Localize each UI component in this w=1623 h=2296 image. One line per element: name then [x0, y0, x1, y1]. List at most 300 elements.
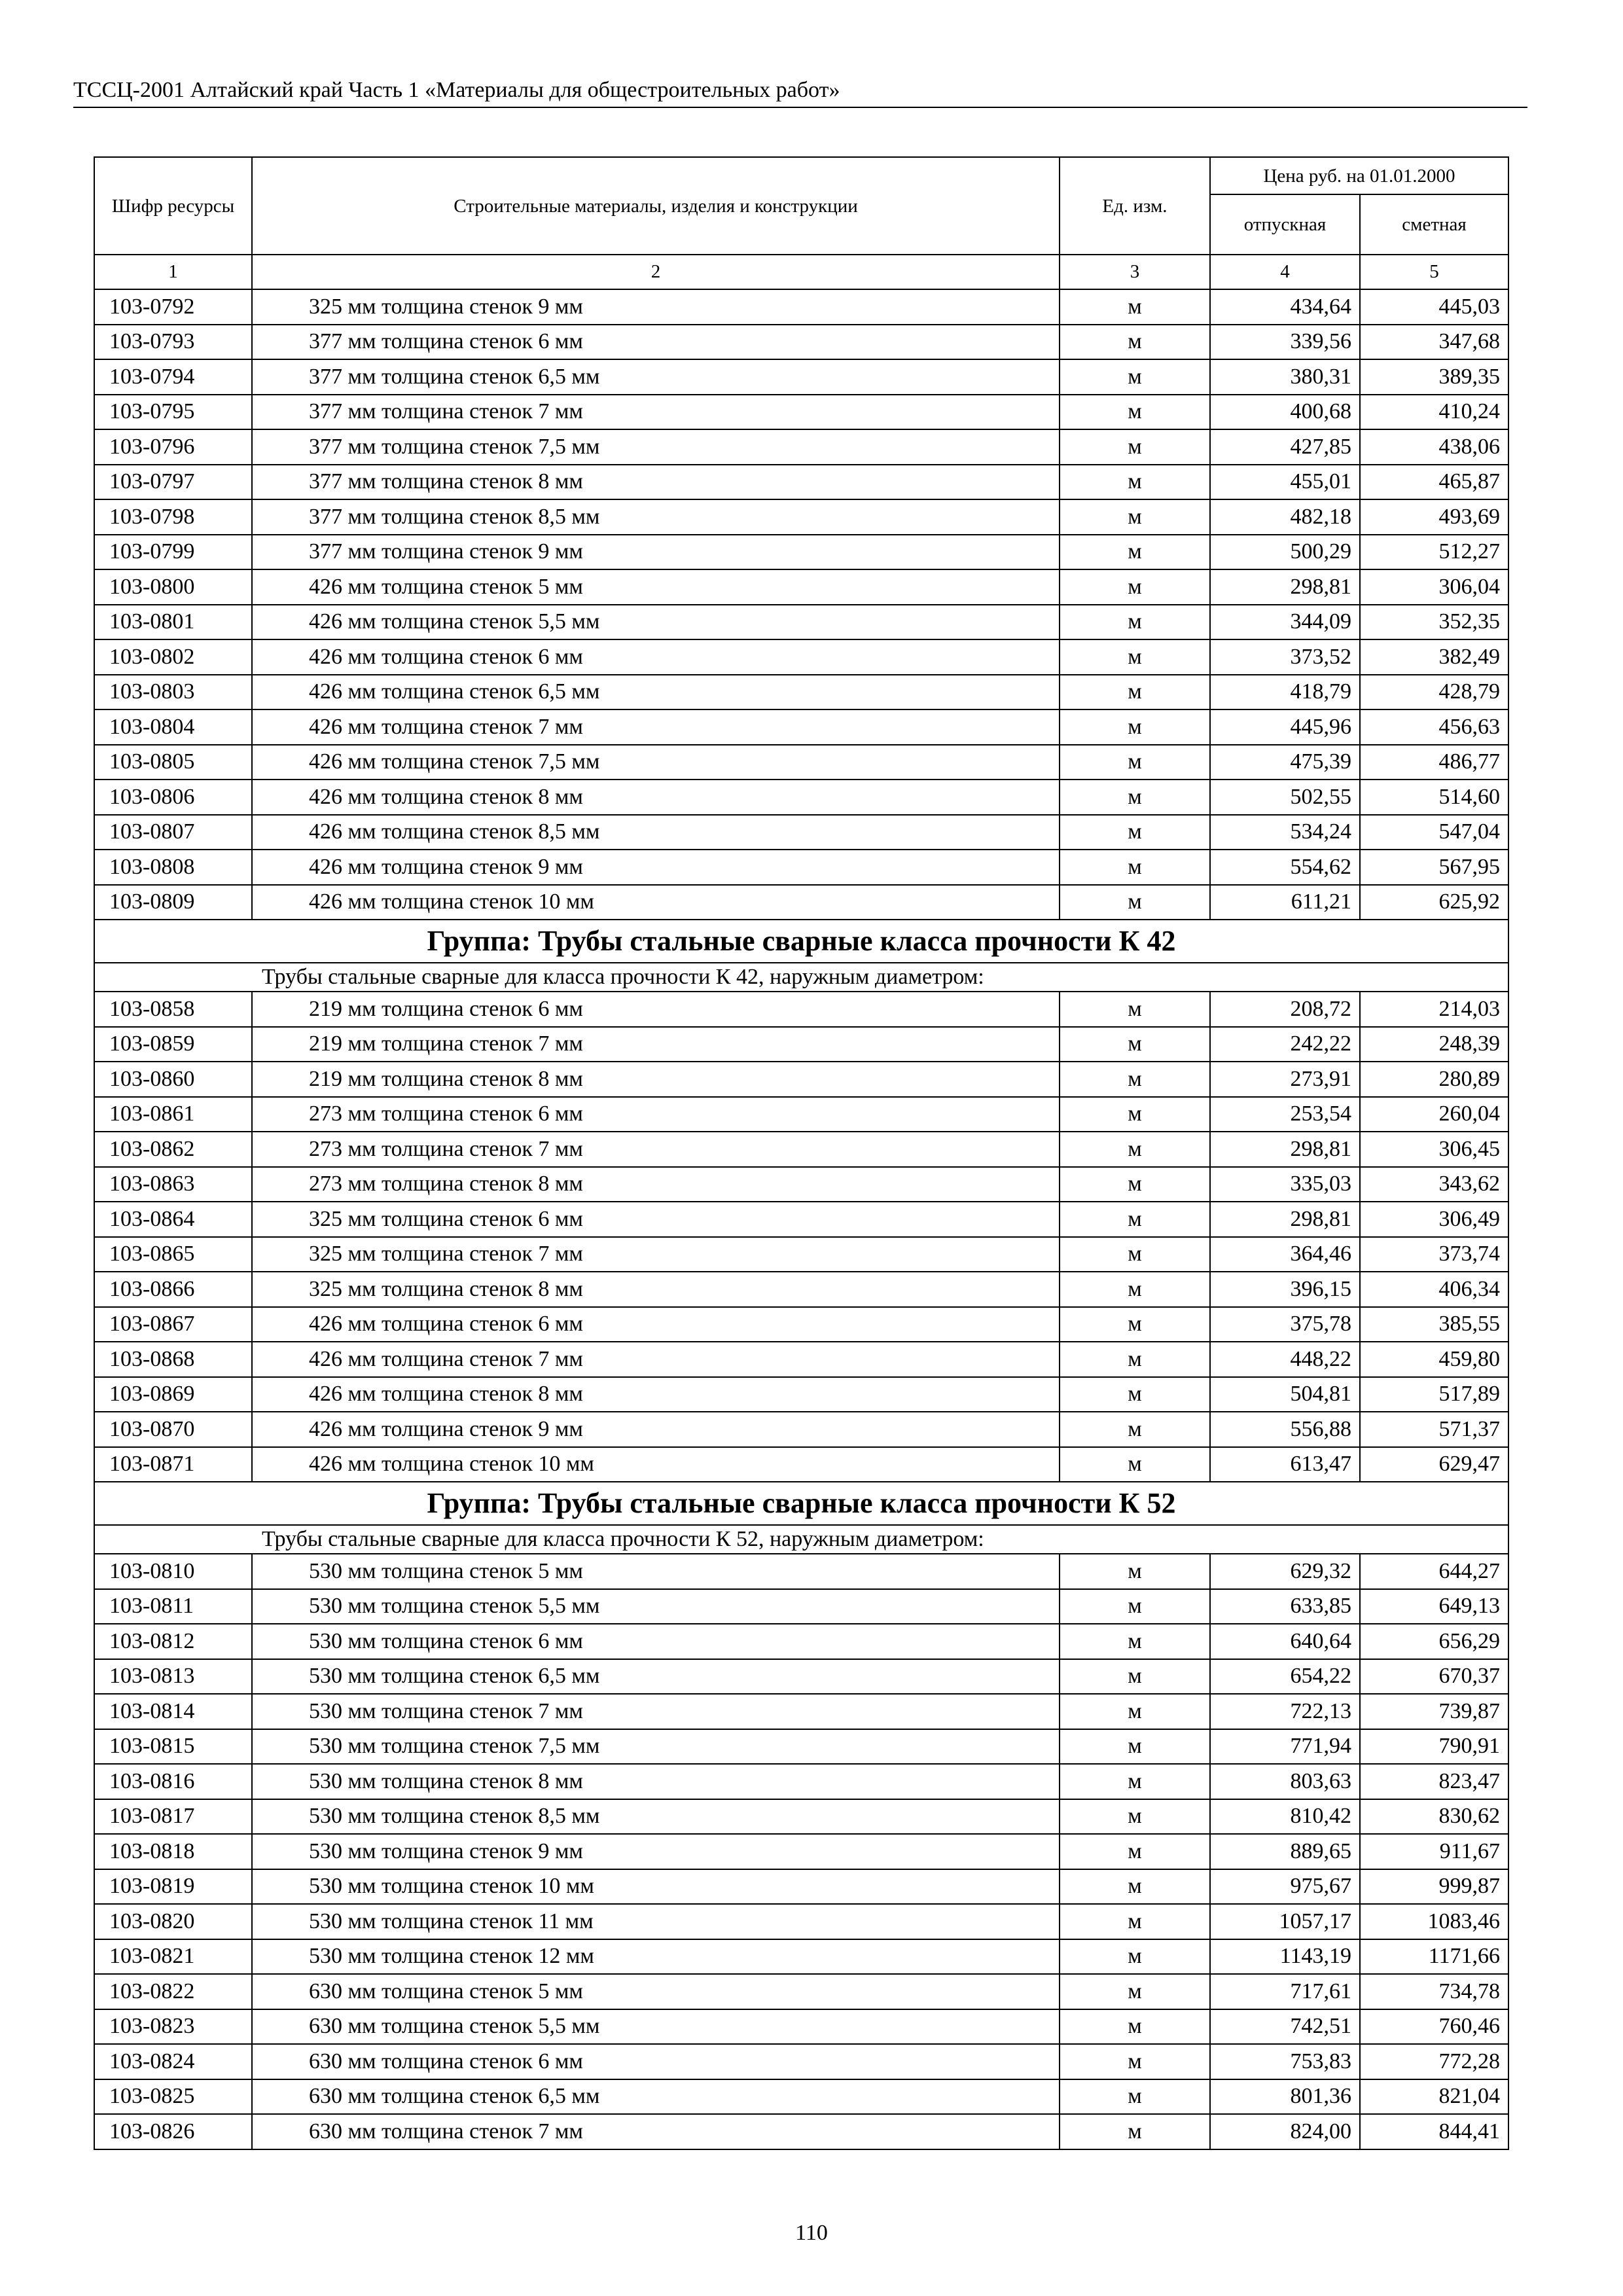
price-estimate-cell: 734,78 [1360, 1974, 1508, 2009]
price-estimate-cell: 248,39 [1360, 1027, 1508, 1062]
table-row [94, 499, 1508, 535]
resource-code: 103-0794 [94, 359, 252, 395]
material-name: 630 мм толщина стенок 7 мм [252, 2114, 1060, 2149]
unit-cell: м [1060, 992, 1210, 1027]
group-subtitle: Трубы стальные сварные для класса прочности К 52, наружным диаметром: [94, 1525, 1508, 1554]
table-row [94, 1904, 1508, 1939]
material-name: 530 мм толщина стенок 6,5 мм [252, 1659, 1060, 1695]
table-row [94, 325, 1508, 360]
resource-code: 103-0861 [94, 1097, 252, 1132]
price-release-cell: 339,56 [1210, 325, 1360, 360]
header-name: Строительные материалы, изделия и конструкции [252, 157, 1060, 255]
table-body [94, 289, 1508, 2149]
table-row [94, 359, 1508, 395]
table-row [94, 1412, 1508, 1447]
price-release-cell: 298,81 [1210, 1132, 1360, 1167]
table-row [94, 1939, 1508, 1975]
unit-cell: м [1060, 639, 1210, 675]
resource-code: 103-0869 [94, 1377, 252, 1412]
resource-code: 103-0822 [94, 1974, 252, 2009]
price-estimate-cell: 459,80 [1360, 1342, 1508, 1377]
unit-cell: м [1060, 885, 1210, 920]
price-estimate-cell: 999,87 [1360, 1869, 1508, 1905]
resource-code: 103-0812 [94, 1624, 252, 1659]
material-name: 377 мм толщина стенок 7,5 мм [252, 429, 1060, 465]
unit-cell: м [1060, 2009, 1210, 2045]
table-row [94, 1342, 1508, 1377]
resource-code: 103-0819 [94, 1869, 252, 1905]
unit-cell: м [1060, 289, 1210, 325]
material-name: 325 мм толщина стенок 6 мм [252, 1202, 1060, 1237]
price-release-cell: 717,61 [1210, 1974, 1360, 2009]
unit-cell: м [1060, 1272, 1210, 1307]
price-estimate-cell: 486,77 [1360, 745, 1508, 780]
material-name: 325 мм толщина стенок 9 мм [252, 289, 1060, 325]
price-estimate-cell: 644,27 [1360, 1554, 1508, 1589]
unit-cell: м [1060, 1132, 1210, 1167]
unit-cell: м [1060, 780, 1210, 815]
price-estimate-cell: 571,37 [1360, 1412, 1508, 1447]
unit-cell: м [1060, 1202, 1210, 1237]
price-release-cell: 640,64 [1210, 1624, 1360, 1659]
table-row [94, 850, 1508, 885]
price-release-cell: 380,31 [1210, 359, 1360, 395]
material-name: 426 мм толщина стенок 9 мм [252, 1412, 1060, 1447]
resource-code: 103-0859 [94, 1027, 252, 1062]
price-estimate-cell: 410,24 [1360, 395, 1508, 430]
unit-cell: м [1060, 1764, 1210, 1799]
resource-code: 103-0793 [94, 325, 252, 360]
unit-cell: м [1060, 359, 1210, 395]
material-name: 530 мм толщина стенок 5,5 мм [252, 1589, 1060, 1624]
price-estimate-cell: 772,28 [1360, 2044, 1508, 2079]
group-heading-row [94, 920, 1508, 963]
table-row [94, 1869, 1508, 1905]
price-estimate-cell: 823,47 [1360, 1764, 1508, 1799]
price-release-cell: 803,63 [1210, 1764, 1360, 1799]
resource-code: 103-0820 [94, 1904, 252, 1939]
price-estimate-cell: 1083,46 [1360, 1904, 1508, 1939]
price-estimate-cell: 456,63 [1360, 709, 1508, 745]
table-row [94, 1447, 1508, 1482]
price-estimate-cell: 352,35 [1360, 605, 1508, 640]
price-estimate-cell: 306,04 [1360, 569, 1508, 605]
group-heading-row [94, 1482, 1508, 1525]
material-name: 530 мм толщина стенок 7,5 мм [252, 1729, 1060, 1765]
resource-code: 103-0805 [94, 745, 252, 780]
material-name: 530 мм толщина стенок 10 мм [252, 1869, 1060, 1905]
header-unit: Ед. изм. [1060, 157, 1210, 255]
unit-cell: м [1060, 465, 1210, 500]
material-name: 630 мм толщина стенок 6,5 мм [252, 2079, 1060, 2115]
material-name: 426 мм толщина стенок 8,5 мм [252, 815, 1060, 850]
resource-code: 103-0825 [94, 2079, 252, 2115]
price-release-cell: 434,64 [1210, 289, 1360, 325]
table-row [94, 885, 1508, 920]
unit-cell: м [1060, 569, 1210, 605]
resource-code: 103-0811 [94, 1589, 252, 1624]
table-row [94, 395, 1508, 430]
price-estimate-cell: 739,87 [1360, 1694, 1508, 1729]
price-estimate-cell: 465,87 [1360, 465, 1508, 500]
table-row [94, 1764, 1508, 1799]
price-release-cell: 375,78 [1210, 1307, 1360, 1342]
resource-code: 103-0799 [94, 535, 252, 570]
table-row [94, 1202, 1508, 1237]
price-release-cell: 475,39 [1210, 745, 1360, 780]
resource-code: 103-0804 [94, 709, 252, 745]
resource-code: 103-0797 [94, 465, 252, 500]
unit-cell: м [1060, 1447, 1210, 1482]
table-row [94, 2114, 1508, 2149]
price-estimate-cell: 382,49 [1360, 639, 1508, 675]
price-estimate-cell: 656,29 [1360, 1624, 1508, 1659]
table-row [94, 1974, 1508, 2009]
resource-code: 103-0867 [94, 1307, 252, 1342]
resource-code: 103-0868 [94, 1342, 252, 1377]
material-name: 377 мм толщина стенок 8,5 мм [252, 499, 1060, 535]
price-release-cell: 611,21 [1210, 885, 1360, 920]
price-release-cell: 633,85 [1210, 1589, 1360, 1624]
table-row [94, 465, 1508, 500]
table-row [94, 1589, 1508, 1624]
header-code: Шифр ресурсы [94, 157, 252, 255]
resource-code: 103-0800 [94, 569, 252, 605]
price-estimate-cell: 1171,66 [1360, 1939, 1508, 1975]
unit-cell: м [1060, 1167, 1210, 1202]
price-release-cell: 373,52 [1210, 639, 1360, 675]
unit-cell: м [1060, 1799, 1210, 1835]
resource-code: 103-0870 [94, 1412, 252, 1447]
price-release-cell: 364,46 [1210, 1237, 1360, 1272]
material-name: 530 мм толщина стенок 9 мм [252, 1834, 1060, 1869]
price-estimate-cell: 844,41 [1360, 2114, 1508, 2149]
unit-cell: м [1060, 1377, 1210, 1412]
resource-code: 103-0814 [94, 1694, 252, 1729]
material-name: 426 мм толщина стенок 6 мм [252, 1307, 1060, 1342]
price-estimate-cell: 306,45 [1360, 1132, 1508, 1167]
unit-cell: м [1060, 1869, 1210, 1905]
material-name: 426 мм толщина стенок 7 мм [252, 1342, 1060, 1377]
price-release-cell: 502,55 [1210, 780, 1360, 815]
column-numbers-row [94, 255, 1508, 289]
table-row [94, 2079, 1508, 2115]
price-release-cell: 253,54 [1210, 1097, 1360, 1132]
table-row [94, 1027, 1508, 1062]
price-release-cell: 771,94 [1210, 1729, 1360, 1765]
table-row [94, 2009, 1508, 2045]
group-subtitle-row [94, 963, 1508, 992]
table-row [94, 1834, 1508, 1869]
unit-cell: м [1060, 605, 1210, 640]
price-release-cell: 482,18 [1210, 499, 1360, 535]
material-name: 426 мм толщина стенок 8 мм [252, 1377, 1060, 1412]
price-estimate-cell: 547,04 [1360, 815, 1508, 850]
material-name: 530 мм толщина стенок 5 мм [252, 1554, 1060, 1589]
table-row [94, 1307, 1508, 1342]
unit-cell: м [1060, 1307, 1210, 1342]
table-row [94, 2044, 1508, 2079]
resource-code: 103-0865 [94, 1237, 252, 1272]
resource-code: 103-0860 [94, 1062, 252, 1097]
resource-code: 103-0813 [94, 1659, 252, 1695]
price-estimate-cell: 406,34 [1360, 1272, 1508, 1307]
price-estimate-cell: 438,06 [1360, 429, 1508, 465]
resource-code: 103-0815 [94, 1729, 252, 1765]
material-name: 219 мм толщина стенок 8 мм [252, 1062, 1060, 1097]
material-name: 377 мм толщина стенок 6 мм [252, 325, 1060, 360]
table-row [94, 992, 1508, 1027]
price-release-cell: 504,81 [1210, 1377, 1360, 1412]
price-release-cell: 824,00 [1210, 2114, 1360, 2149]
price-estimate-cell: 428,79 [1360, 675, 1508, 710]
unit-cell: м [1060, 1974, 1210, 2009]
resource-code: 103-0858 [94, 992, 252, 1027]
price-release-cell: 722,13 [1210, 1694, 1360, 1729]
unit-cell: м [1060, 1097, 1210, 1132]
unit-cell: м [1060, 1062, 1210, 1097]
material-name: 530 мм толщина стенок 6 мм [252, 1624, 1060, 1659]
price-estimate-cell: 911,67 [1360, 1834, 1508, 1869]
unit-cell: м [1060, 1342, 1210, 1377]
price-release-cell: 448,22 [1210, 1342, 1360, 1377]
price-estimate-cell: 830,62 [1360, 1799, 1508, 1835]
resource-code: 103-0866 [94, 1272, 252, 1307]
table-row [94, 709, 1508, 745]
unit-cell: м [1060, 499, 1210, 535]
unit-cell: м [1060, 1237, 1210, 1272]
unit-cell: м [1060, 535, 1210, 570]
price-release-cell: 500,29 [1210, 535, 1360, 570]
resource-code: 103-0863 [94, 1167, 252, 1202]
table-row [94, 1694, 1508, 1729]
group-subtitle-row [94, 1525, 1508, 1554]
unit-cell: м [1060, 675, 1210, 710]
price-estimate-cell: 389,35 [1360, 359, 1508, 395]
group-heading: Группа: Трубы стальные сварные класса прочности К 42 [94, 920, 1508, 963]
table-row [94, 639, 1508, 675]
material-name: 377 мм толщина стенок 8 мм [252, 465, 1060, 500]
resource-code: 103-0807 [94, 815, 252, 850]
table-row [94, 1799, 1508, 1835]
unit-cell: м [1060, 429, 1210, 465]
table-row [94, 429, 1508, 465]
table-row [94, 1062, 1508, 1097]
material-name: 530 мм толщина стенок 11 мм [252, 1904, 1060, 1939]
group-heading: Группа: Трубы стальные сварные класса прочности К 52 [94, 1482, 1508, 1525]
price-estimate-cell: 629,47 [1360, 1447, 1508, 1482]
material-name: 377 мм толщина стенок 9 мм [252, 535, 1060, 570]
column-number: 4 [1210, 255, 1360, 289]
resource-code: 103-0818 [94, 1834, 252, 1869]
material-name: 630 мм толщина стенок 5 мм [252, 1974, 1060, 2009]
material-name: 377 мм толщина стенок 6,5 мм [252, 359, 1060, 395]
price-table [94, 156, 1509, 2150]
price-release-cell: 556,88 [1210, 1412, 1360, 1447]
price-estimate-cell: 214,03 [1360, 992, 1508, 1027]
table-row [94, 1272, 1508, 1307]
unit-cell: м [1060, 1554, 1210, 1589]
material-name: 219 мм толщина стенок 6 мм [252, 992, 1060, 1027]
resource-code: 103-0864 [94, 1202, 252, 1237]
price-estimate-cell: 517,89 [1360, 1377, 1508, 1412]
table-row [94, 1554, 1508, 1589]
price-estimate-cell: 790,91 [1360, 1729, 1508, 1765]
resource-code: 103-0808 [94, 850, 252, 885]
table-row [94, 569, 1508, 605]
price-release-cell: 335,03 [1210, 1167, 1360, 1202]
material-name: 426 мм толщина стенок 9 мм [252, 850, 1060, 885]
table-row [94, 1097, 1508, 1132]
resource-code: 103-0871 [94, 1447, 252, 1482]
table-row [94, 1132, 1508, 1167]
table-row [94, 1167, 1508, 1202]
material-name: 530 мм толщина стенок 7 мм [252, 1694, 1060, 1729]
price-release-cell: 613,47 [1210, 1447, 1360, 1482]
header-rule [73, 107, 1527, 108]
column-number: 2 [252, 255, 1060, 289]
material-name: 273 мм толщина стенок 7 мм [252, 1132, 1060, 1167]
material-name: 426 мм толщина стенок 7,5 мм [252, 745, 1060, 780]
page-number: 110 [795, 2221, 828, 2245]
resource-code: 103-0809 [94, 885, 252, 920]
table-header [94, 157, 1508, 289]
material-name: 426 мм толщина стенок 10 мм [252, 885, 1060, 920]
resource-code: 103-0824 [94, 2044, 252, 2079]
price-estimate-cell: 821,04 [1360, 2079, 1508, 2115]
unit-cell: м [1060, 2079, 1210, 2115]
header-price-release: отпускная [1210, 194, 1360, 255]
price-release-cell: 889,65 [1210, 1834, 1360, 1869]
material-name: 426 мм толщина стенок 5,5 мм [252, 605, 1060, 640]
material-name: 325 мм толщина стенок 7 мм [252, 1237, 1060, 1272]
unit-cell: м [1060, 850, 1210, 885]
price-release-cell: 742,51 [1210, 2009, 1360, 2045]
material-name: 530 мм толщина стенок 8,5 мм [252, 1799, 1060, 1835]
material-name: 530 мм толщина стенок 12 мм [252, 1939, 1060, 1975]
unit-cell: м [1060, 1412, 1210, 1447]
table-row [94, 1377, 1508, 1412]
material-name: 426 мм толщина стенок 6 мм [252, 639, 1060, 675]
material-name: 325 мм толщина стенок 8 мм [252, 1272, 1060, 1307]
price-estimate-cell: 493,69 [1360, 499, 1508, 535]
unit-cell: м [1060, 1589, 1210, 1624]
running-header: ТССЦ-2001 Алтайский край Часть 1 «Материалы для общестроительных работ» [73, 78, 840, 102]
price-release-cell: 1057,17 [1210, 1904, 1360, 1939]
price-estimate-cell: 670,37 [1360, 1659, 1508, 1695]
price-release-cell: 654,22 [1210, 1659, 1360, 1695]
material-name: 273 мм толщина стенок 8 мм [252, 1167, 1060, 1202]
material-name: 377 мм толщина стенок 7 мм [252, 395, 1060, 430]
table-row [94, 815, 1508, 850]
price-release-cell: 298,81 [1210, 1202, 1360, 1237]
unit-cell: м [1060, 2044, 1210, 2079]
price-release-cell: 427,85 [1210, 429, 1360, 465]
resource-code: 103-0792 [94, 289, 252, 325]
price-estimate-cell: 445,03 [1360, 289, 1508, 325]
table-row [94, 1624, 1508, 1659]
price-release-cell: 801,36 [1210, 2079, 1360, 2115]
table-row [94, 1659, 1508, 1695]
material-name: 426 мм толщина стенок 10 мм [252, 1447, 1060, 1482]
price-release-cell: 629,32 [1210, 1554, 1360, 1589]
resource-code: 103-0826 [94, 2114, 252, 2149]
price-release-cell: 455,01 [1210, 465, 1360, 500]
resource-code: 103-0801 [94, 605, 252, 640]
price-release-cell: 298,81 [1210, 569, 1360, 605]
price-release-cell: 1143,19 [1210, 1939, 1360, 1975]
table-row [94, 289, 1508, 325]
table-row [94, 605, 1508, 640]
resource-code: 103-0810 [94, 1554, 252, 1589]
header-price-group: Цена руб. на 01.01.2000 [1210, 157, 1508, 194]
price-release-cell: 400,68 [1210, 395, 1360, 430]
unit-cell: м [1060, 709, 1210, 745]
table-row [94, 535, 1508, 570]
unit-cell: м [1060, 1729, 1210, 1765]
price-estimate-cell: 512,27 [1360, 535, 1508, 570]
header-price-estimate: сметная [1360, 194, 1508, 255]
resource-code: 103-0823 [94, 2009, 252, 2045]
resource-code: 103-0817 [94, 1799, 252, 1835]
group-subtitle: Трубы стальные сварные для класса прочности К 42, наружным диаметром: [94, 963, 1508, 992]
price-estimate-cell: 306,49 [1360, 1202, 1508, 1237]
unit-cell: м [1060, 745, 1210, 780]
resource-code: 103-0796 [94, 429, 252, 465]
resource-code: 103-0802 [94, 639, 252, 675]
material-name: 426 мм толщина стенок 6,5 мм [252, 675, 1060, 710]
resource-code: 103-0816 [94, 1764, 252, 1799]
price-release-cell: 418,79 [1210, 675, 1360, 710]
table-row [94, 1237, 1508, 1272]
resource-code: 103-0798 [94, 499, 252, 535]
price-estimate-cell: 260,04 [1360, 1097, 1508, 1132]
price-estimate-cell: 280,89 [1360, 1062, 1508, 1097]
resource-code: 103-0821 [94, 1939, 252, 1975]
unit-cell: м [1060, 395, 1210, 430]
unit-cell: м [1060, 1027, 1210, 1062]
resource-code: 103-0803 [94, 675, 252, 710]
table-row [94, 780, 1508, 815]
material-name: 426 мм толщина стенок 5 мм [252, 569, 1060, 605]
table-row [94, 745, 1508, 780]
price-release-cell: 445,96 [1210, 709, 1360, 745]
column-number: 1 [94, 255, 252, 289]
price-estimate-cell: 343,62 [1360, 1167, 1508, 1202]
price-release-cell: 242,22 [1210, 1027, 1360, 1062]
price-estimate-cell: 373,74 [1360, 1237, 1508, 1272]
column-number: 3 [1060, 255, 1210, 289]
material-name: 630 мм толщина стенок 5,5 мм [252, 2009, 1060, 2045]
resource-code: 103-0862 [94, 1132, 252, 1167]
price-estimate-cell: 760,46 [1360, 2009, 1508, 2045]
material-name: 426 мм толщина стенок 7 мм [252, 709, 1060, 745]
material-name: 530 мм толщина стенок 8 мм [252, 1764, 1060, 1799]
unit-cell: м [1060, 1904, 1210, 1939]
price-release-cell: 273,91 [1210, 1062, 1360, 1097]
unit-cell: м [1060, 325, 1210, 360]
price-release-cell: 753,83 [1210, 2044, 1360, 2079]
price-release-cell: 344,09 [1210, 605, 1360, 640]
price-release-cell: 975,67 [1210, 1869, 1360, 1905]
column-number: 5 [1360, 255, 1508, 289]
price-estimate-cell: 649,13 [1360, 1589, 1508, 1624]
unit-cell: м [1060, 815, 1210, 850]
price-release-cell: 208,72 [1210, 992, 1360, 1027]
material-name: 630 мм толщина стенок 6 мм [252, 2044, 1060, 2079]
price-release-cell: 554,62 [1210, 850, 1360, 885]
table-row [94, 1729, 1508, 1765]
